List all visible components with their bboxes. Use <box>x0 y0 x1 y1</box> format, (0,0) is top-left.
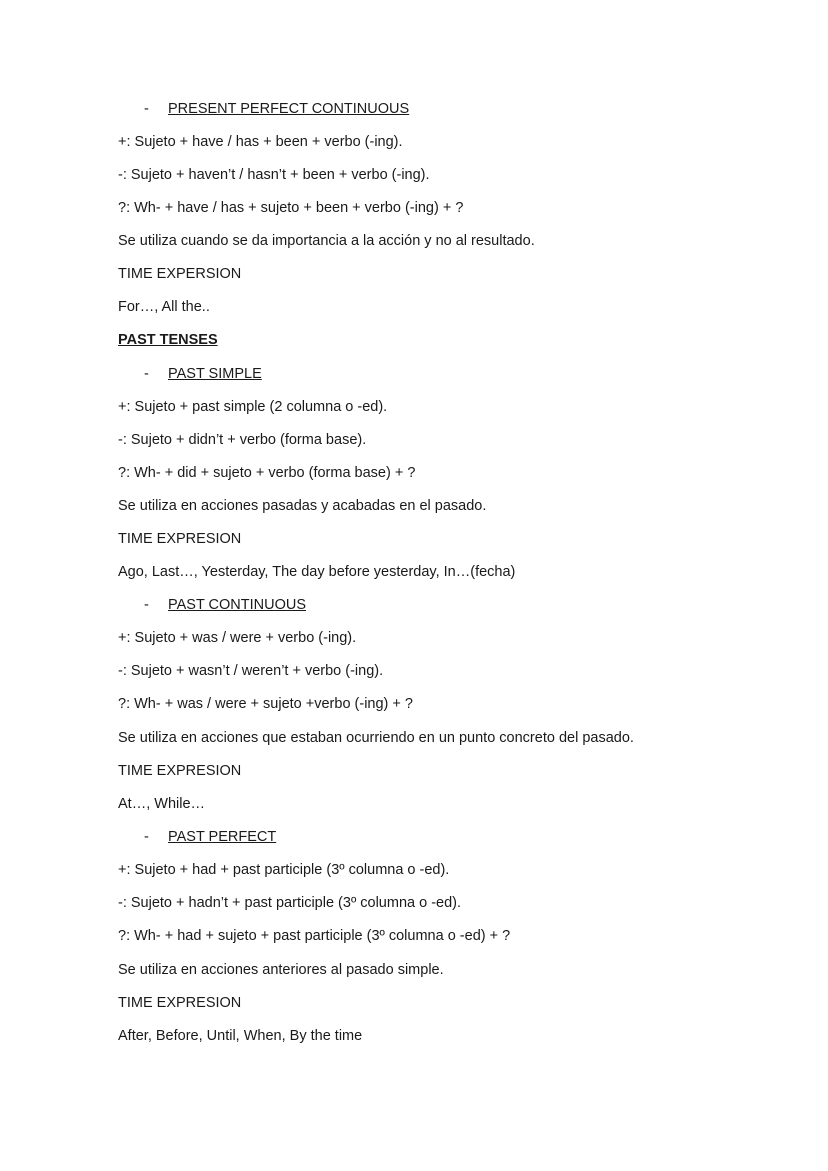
bullet-dash: - <box>144 366 149 382</box>
ps-title: PAST SIMPLE <box>168 366 262 382</box>
pc-time-values: At…, While… <box>118 796 206 812</box>
ppc-title: PRESENT PERFECT CONTINUOUS <box>168 101 410 117</box>
pc-affirmative: +: Sujeto + was / were + verbo (-ing). <box>118 630 357 646</box>
ppc-time-values: For…, All the.. <box>118 299 210 315</box>
ps-time-values: Ago, Last…, Yesterday, The day before yesterday, In…(fecha) <box>118 564 516 580</box>
pp-question: ?: Wh- + had + sujeto + past participle (3º columna o -ed) + ? <box>118 928 511 944</box>
bullet-dash: - <box>144 597 149 613</box>
ps-question: ?: Wh- + did + sujeto + verbo (forma base) + ? <box>118 465 416 481</box>
pc-question: ?: Wh- + was / were + sujeto +verbo (-ing) + ? <box>118 696 413 712</box>
pp-negative: -: Sujeto + hadn’t + past participle (3º columna o -ed). <box>118 895 462 911</box>
ppc-affirmative: +: Sujeto + have / has + been + verbo (-ing). <box>118 134 403 150</box>
bullet-dash: - <box>144 101 149 117</box>
pp-title: PAST PERFECT <box>168 829 277 845</box>
ps-time-label: TIME EXPRESION <box>118 531 242 547</box>
pp-usage: Se utiliza en acciones anteriores al pasado simple. <box>118 962 444 978</box>
past-tenses-heading: PAST TENSES <box>118 332 218 348</box>
ppc-time-label: TIME EXPERSION <box>118 266 242 282</box>
pp-affirmative: +: Sujeto + had + past participle (3º columna o -ed). <box>118 862 450 878</box>
ps-usage: Se utiliza en acciones pasadas y acabadas en el pasado. <box>118 498 487 514</box>
pp-time-values: After, Before, Until, When, By the time <box>118 1028 363 1044</box>
ppc-question: ?: Wh- + have / has + sujeto + been + verbo (-ing) + ? <box>118 200 464 216</box>
pc-time-label: TIME EXPRESION <box>118 763 242 779</box>
pc-usage: Se utiliza en acciones que estaban ocurriendo en un punto concreto del pasado. <box>118 730 634 746</box>
pc-negative: -: Sujeto + wasn’t / weren’t + verbo (-ing). <box>118 663 384 679</box>
bullet-dash: - <box>144 829 149 845</box>
pp-time-label: TIME EXPRESION <box>118 995 242 1011</box>
ppc-usage: Se utiliza cuando se da importancia a la acción y no al resultado. <box>118 233 535 249</box>
ps-negative: -: Sujeto + didn’t + verbo (forma base). <box>118 432 367 448</box>
pc-title: PAST CONTINUOUS <box>168 597 307 613</box>
ppc-negative: -: Sujeto + haven’t / hasn’t + been + verbo (-ing). <box>118 167 430 183</box>
ps-affirmative: +: Sujeto + past simple (2 columna o -ed). <box>118 399 388 415</box>
